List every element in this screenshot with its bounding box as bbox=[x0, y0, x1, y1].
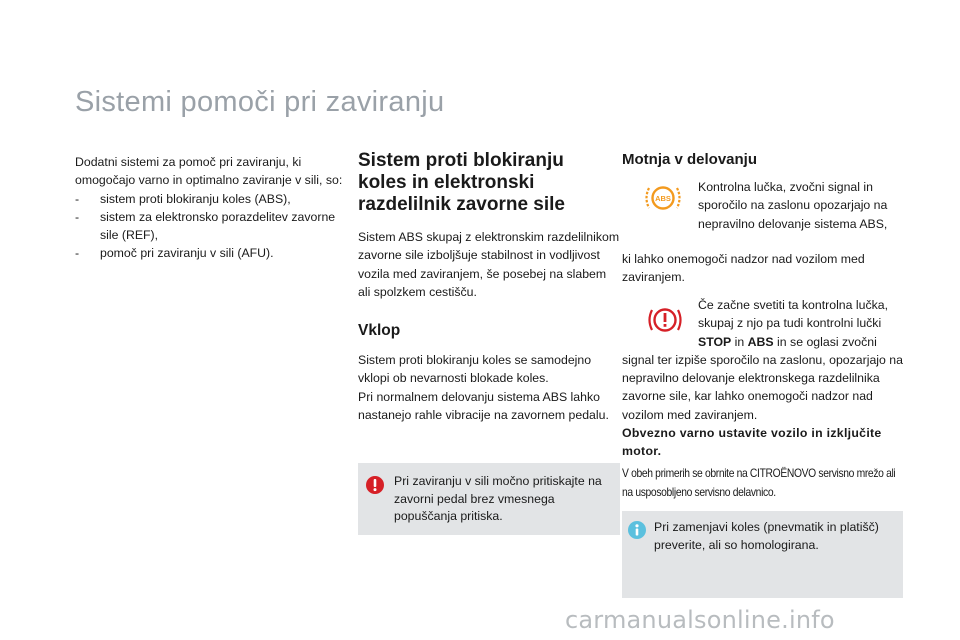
abs-body: Sistem ABS skupaj z elektronskim razdelilnikom zavorne sile izboljšuje stabilnost in vodljivost vozila med zaviranjem, še posebej na slabem ali spolzkem cestišču. bbox=[358, 230, 620, 299]
abs-heading-line: Sistem proti blokiranju bbox=[358, 150, 564, 171]
warning-icon bbox=[366, 476, 384, 494]
list-item: - pomoč pri zaviranju v sili (AFU). bbox=[75, 244, 345, 262]
abs-lamp-block bbox=[622, 176, 904, 288]
abs-lamp-text: Kontrolna lučka, zvočni signal in sporočilo na zaslonu opozarjajo na nepravilno delovanje sistema ABS, bbox=[698, 180, 888, 231]
info-note-text: Pri zamenjavi koles (pnevmatik in platišč) preverite, ali so homologirana. bbox=[654, 520, 879, 552]
abs-heading bbox=[358, 150, 620, 216]
page-title: Sistemi pomoči pri zaviranju bbox=[75, 86, 445, 118]
abs-heading-line: razdelilnik zavorne sile bbox=[358, 194, 565, 215]
info-icon bbox=[628, 521, 646, 539]
malfunction-heading: Motnja v delovanju bbox=[622, 151, 758, 168]
info-note-box bbox=[622, 511, 903, 598]
vklop-body-1: Sistem proti blokiranju koles se samodejno vklopi ob nevarnosti blokade koles. bbox=[358, 353, 592, 386]
warning-note-text: Pri zaviranju v sili močno pritiskajte na zavorni pedal brez vmesnega popuščanja pritiska. bbox=[394, 474, 602, 523]
intro-column bbox=[75, 153, 345, 263]
brake-warning-text-rest: signal ter izpiše sporočilo na zaslonu, opozarjajo na nepravilno delovanje elektronskega razdelilnika zavorne sile, kar lahko onemogoči nadzor nad vozilom med zaviranjem. bbox=[622, 352, 903, 422]
list-item: - sistem proti blokiranju koles (ABS), bbox=[75, 190, 345, 208]
list-item: - sistem za elektronsko porazdelitev zavorne sile (REF), bbox=[75, 208, 345, 245]
brake-warning-indented bbox=[698, 296, 906, 351]
malfunction-column bbox=[622, 150, 904, 288]
brake-warning-block bbox=[622, 296, 906, 461]
watermark: carmanualsonline.info bbox=[565, 606, 835, 634]
abs-heading-line: koles in elektronski bbox=[358, 172, 535, 193]
network-note: V obeh primerih se obrnite na CITROËNOVO servisno mrežo ali na usposobljeno servisno delavnico. bbox=[622, 466, 896, 499]
brake-warning-text-a: Če začne svetiti ta kontrolna lučka, skupaj z njo pa tudi kontrolni lučki bbox=[698, 298, 889, 331]
abs-warning-lamp-icon bbox=[644, 184, 682, 212]
warning-note-box bbox=[358, 463, 620, 535]
brake-warning-text-b: in se oglasi zvočni bbox=[773, 334, 877, 349]
stop-label: STOP bbox=[698, 334, 732, 349]
brake-warning-in: in bbox=[731, 334, 748, 349]
abs-lamp-text-cont: ki lahko onemogoči nadzor nad vozilom med zaviranjem. bbox=[622, 252, 865, 285]
abs-label: ABS bbox=[747, 334, 774, 349]
brake-warning-bold: Obvezno varno ustavite vozilo in izključite motor. bbox=[622, 426, 882, 459]
vklop-heading: Vklop bbox=[358, 322, 401, 340]
abs-column bbox=[358, 150, 620, 424]
brake-warning-lamp-icon bbox=[647, 306, 683, 334]
vklop-body-2: Pri normalnem delovanju sistema ABS lahko nastanejo rahle vibracije na zavornem pedalu. bbox=[358, 389, 609, 423]
abs-lamp-label: ABS bbox=[655, 194, 671, 203]
intro-text: Dodatni sistemi za pomoč pri zaviranju, ki omogočajo varno in optimalno zaviranje v sili, so: bbox=[75, 155, 343, 188]
intro-list bbox=[75, 190, 345, 263]
